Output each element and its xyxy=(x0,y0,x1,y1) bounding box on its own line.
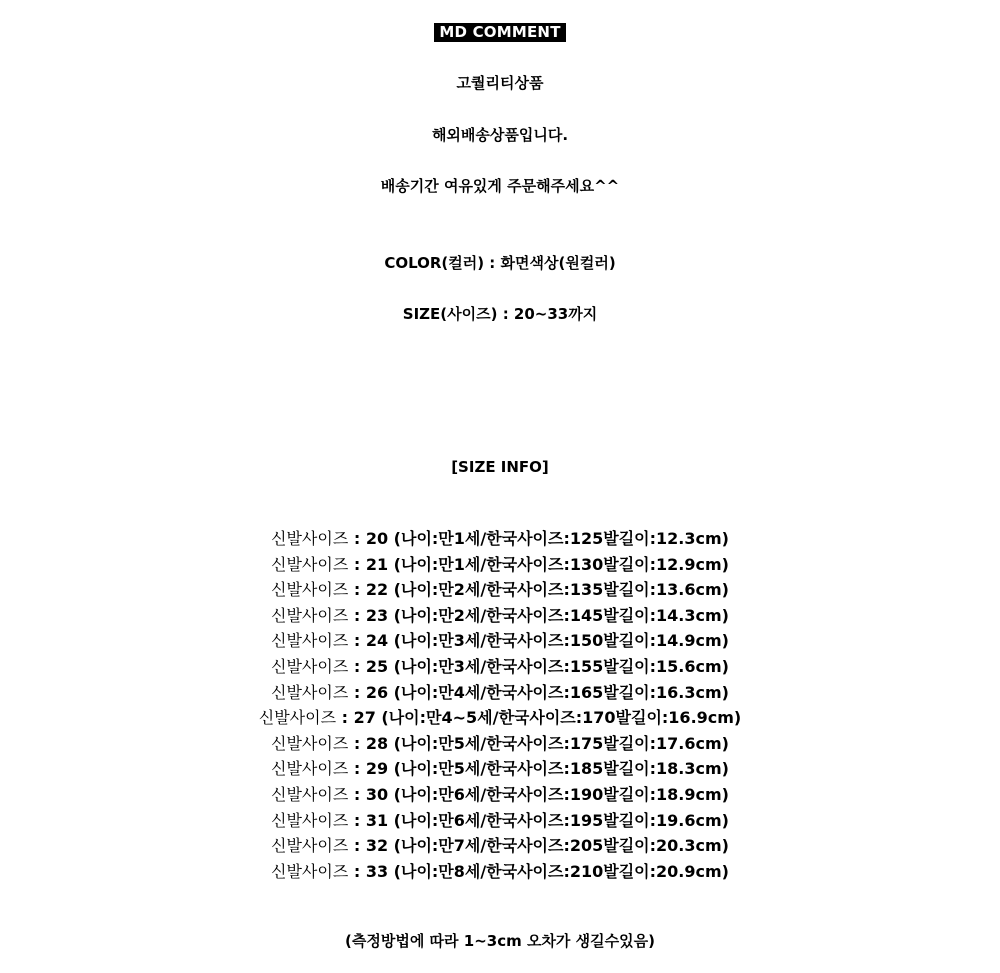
comment-quality: 고퀄리티상품 xyxy=(456,74,544,92)
md-comment-header xyxy=(0,22,1000,42)
size-row-label: 신발사이즈 xyxy=(271,836,349,856)
size-row xyxy=(0,833,1000,859)
size-row-label: 신발사이즈 xyxy=(271,861,349,881)
size-row-label: 신발사이즈 xyxy=(271,656,349,676)
size-row-value: : 20 (나이:만1세/한국사이즈:125발길이:12.3cm) xyxy=(348,529,729,548)
size-row-label: 신발사이즈 xyxy=(271,733,349,753)
spec-size: SIZE(사이즈) : 20~33까지 xyxy=(402,305,598,323)
size-row-label: 신발사이즈 xyxy=(271,580,349,600)
size-row-value: : 27 (나이:만4~5세/한국사이즈:170발길이:16.9cm) xyxy=(336,708,742,728)
size-row-value: : 24 (나이:만3세/한국사이즈:150발길이:14.9cm) xyxy=(348,631,729,651)
size-row xyxy=(0,782,1000,808)
md-comment-badge: MD COMMENT xyxy=(434,23,565,42)
size-row-value: : 31 (나이:만6세/한국사이즈:195발길이:19.6cm) xyxy=(348,810,729,830)
size-row-value: : 29 (나이:만5세/한국사이즈:185발길이:18.3cm) xyxy=(348,759,729,779)
size-row-label: 신발사이즈 xyxy=(258,708,337,728)
size-row-value: : 22 (나이:만2세/한국사이즈:135발길이:13.6cm) xyxy=(348,580,729,600)
size-row xyxy=(0,859,1000,885)
spec-color: COLOR(컬러) : 화면색상(원컬러) xyxy=(384,254,616,272)
size-row xyxy=(0,680,1000,706)
size-row xyxy=(0,552,1000,578)
size-row-label: 신발사이즈 xyxy=(271,631,349,651)
size-row-value: : 25 (나이:만3세/한국사이즈:155발길이:15.6cm) xyxy=(348,656,729,676)
size-row-value: : 33 (나이:만8세/한국사이즈:210발길이:20.9cm) xyxy=(348,861,729,881)
size-row xyxy=(0,526,1000,552)
size-row-value: : 30 (나이:만6세/한국사이즈:190발길이:18.9cm) xyxy=(348,784,729,804)
size-row xyxy=(0,654,1000,680)
size-row xyxy=(0,603,1000,629)
size-row-label: 신발사이즈 xyxy=(271,784,349,804)
size-row xyxy=(0,705,1000,731)
comment-overseas-shipping: 해외배송상품입니다. xyxy=(431,126,569,144)
size-row-value: : 28 (나이:만5세/한국사이즈:175발길이:17.6cm) xyxy=(348,733,729,753)
size-row-label: 신발사이즈 xyxy=(271,682,349,702)
size-row-value: : 23 (나이:만2세/한국사이즈:145발길이:14.3cm) xyxy=(348,605,729,625)
size-row xyxy=(0,628,1000,654)
size-info-list xyxy=(0,526,1000,884)
size-row-value: : 26 (나이:만4세/한국사이즈:165발길이:16.3cm) xyxy=(348,682,729,702)
size-row-label: 신발사이즈 xyxy=(271,529,349,548)
size-row xyxy=(0,577,1000,603)
size-row xyxy=(0,808,1000,834)
size-row-label: 신발사이즈 xyxy=(271,554,349,574)
size-row-value: : 21 (나이:만1세/한국사이즈:130발길이:12.9cm) xyxy=(348,554,729,574)
size-row-label: 신발사이즈 xyxy=(271,759,349,779)
comment-order-early: 배송기간 여유있게 주문해주세요^^ xyxy=(380,177,620,195)
size-info-title: [SIZE INFO] xyxy=(451,458,549,476)
size-row xyxy=(0,731,1000,757)
size-row-value: : 32 (나이:만7세/한국사이즈:205발길이:20.3cm) xyxy=(348,836,729,856)
size-row-label: 신발사이즈 xyxy=(271,605,349,625)
size-row xyxy=(0,756,1000,782)
measurement-note: (측정방법에 따라 1~3cm 오차가 생길수있음) xyxy=(345,932,655,950)
size-row-label: 신발사이즈 xyxy=(271,810,349,830)
